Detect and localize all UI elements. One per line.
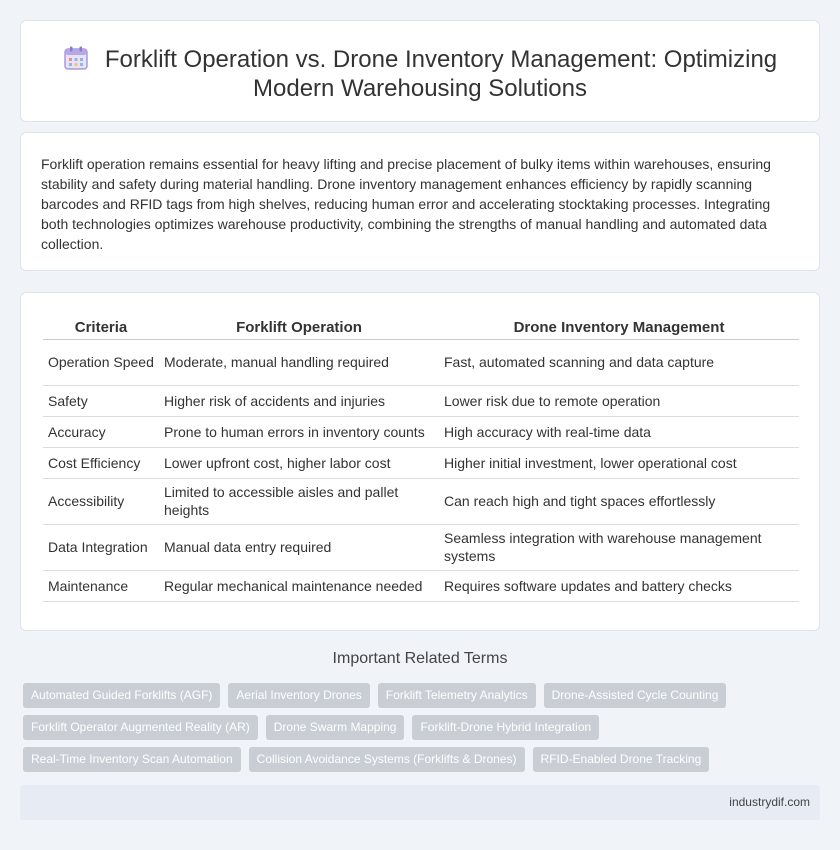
criteria-cell: Operation Speed: [43, 339, 159, 385]
calendar-icon: [63, 45, 89, 71]
table-row: [43, 447, 799, 478]
header-criteria: Criteria: [43, 313, 159, 339]
forklift-cell: Regular mechanical maintenance needed: [159, 570, 439, 601]
term-tag[interactable]: Forklift Telemetry Analytics: [378, 683, 536, 708]
forklift-cell: Prone to human errors in inventory counts: [159, 416, 439, 447]
criteria-cell: Accessibility: [43, 478, 159, 524]
criteria-cell: Data Integration: [43, 524, 159, 570]
forklift-cell: Lower upfront cost, higher labor cost: [159, 447, 439, 478]
table-row: [43, 385, 799, 416]
footer: [20, 785, 820, 820]
drone-cell: Fast, automated scanning and data capture: [439, 339, 799, 385]
term-tag[interactable]: Aerial Inventory Drones: [228, 683, 369, 708]
drone-cell: Lower risk due to remote operation: [439, 385, 799, 416]
drone-cell: Requires software updates and battery checks: [439, 570, 799, 601]
term-tag[interactable]: Collision Avoidance Systems (Forklifts & Drones): [249, 747, 525, 772]
forklift-cell: Higher risk of accidents and injuries: [159, 385, 439, 416]
term-tag[interactable]: RFID-Enabled Drone Tracking: [533, 747, 710, 772]
intro-paragraph: Forklift operation remains essential for heavy lifting and precise placement of bulky items within warehouses, ensuring stability and safety during material handling. Drone inventory management enhances efficiency by rapidly scanning barcodes and RFID tags from high shelves, reducing human error and accelerating stocktaking processes. Integrating both technologies optimizes warehouse productivity, combining the strengths of manual handling and automated data collection.: [41, 156, 771, 252]
header-drone: Drone Inventory Management: [439, 313, 799, 339]
drone-cell: High accuracy with real-time data: [439, 416, 799, 447]
term-tag[interactable]: Real-Time Inventory Scan Automation: [23, 747, 241, 772]
criteria-cell: Cost Efficiency: [43, 447, 159, 478]
table-row: [43, 478, 799, 524]
criteria-cell: Safety: [43, 385, 159, 416]
comparison-table: [43, 313, 799, 602]
criteria-cell: Maintenance: [43, 570, 159, 601]
page-title-block: [21, 45, 819, 103]
table-row: [43, 339, 799, 385]
term-tag[interactable]: Drone-Assisted Cycle Counting: [544, 683, 727, 708]
term-tag[interactable]: Drone Swarm Mapping: [266, 715, 405, 740]
comparison-card: [20, 292, 820, 631]
term-tag[interactable]: Forklift-Drone Hybrid Integration: [412, 715, 599, 740]
drone-cell: Higher initial investment, lower operational cost: [439, 447, 799, 478]
title-card: [20, 20, 820, 122]
term-tag[interactable]: Automated Guided Forklifts (AGF): [23, 683, 220, 708]
related-terms-list: [23, 683, 823, 772]
header-forklift: Forklift Operation: [159, 313, 439, 339]
page-title: Forklift Operation vs. Drone Inventory Management: Optimizing Modern Warehousing Solutions: [104, 46, 778, 102]
footer-site-link[interactable]: industrydif.com: [729, 795, 810, 809]
term-tag[interactable]: Forklift Operator Augmented Reality (AR): [23, 715, 258, 740]
drone-cell: Seamless integration with warehouse management systems: [439, 524, 799, 570]
forklift-cell: Manual data entry required: [159, 524, 439, 570]
criteria-cell: Accuracy: [43, 416, 159, 447]
drone-cell: Can reach high and tight spaces effortlessly: [439, 478, 799, 524]
forklift-cell: Moderate, manual handling required: [159, 339, 439, 385]
table-row: [43, 416, 799, 447]
forklift-cell: Limited to accessible aisles and pallet heights: [159, 478, 439, 524]
table-row: [43, 570, 799, 601]
table-row: [43, 524, 799, 570]
intro-card: [20, 132, 820, 271]
related-terms-title: Important Related Terms: [332, 650, 508, 667]
table-header-row: [43, 313, 799, 339]
